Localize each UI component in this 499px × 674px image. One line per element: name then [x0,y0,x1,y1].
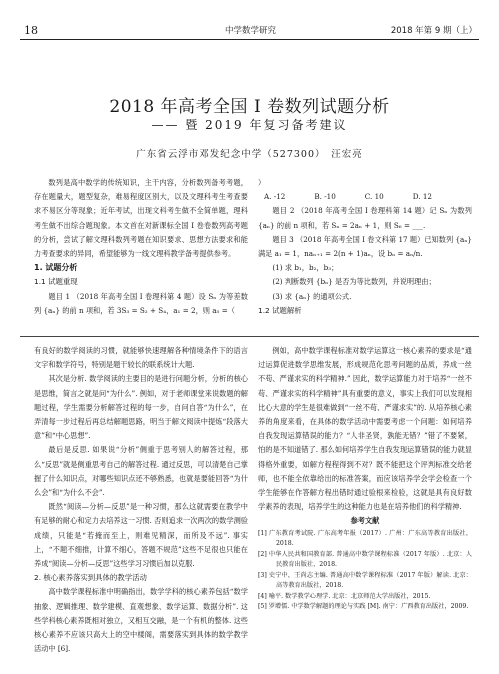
paragraph: 高中数学课程标准中明确指出，数学学科的核心素养包括“数学抽象、逻辑推理、数学建模、直观想象、数学运算、数据分析”. 这些学科核心素养既相对独立，又相互交融，是一个有机的整体. 这些核心素养不应该只高大上的空中楼阁，需要落实到具体的数学教学活动中 [6]. [34,587,248,654]
reference-item: [3] 史宁中，王尚志主编. 普通高中数学课程标准（2017 年版）解读. 北京：高等教育出版社，2018. [258,571,472,590]
paragraph: 最后是反思. 如果说“分析”侧重于思考别人的解答过程，那么“反思”就是侧重思考自己的解答过程. 通过反思，可以清楚自己掌握了什么知识点，对哪些知识点还不够熟悉，也就是要能回答“为什么会”和“为什么不会”. [34,445,248,498]
answer-option: C. 10 [364,192,384,202]
paragraph: ） [258,178,266,187]
paragraph: 题目 2 （2018 年高考全国 I 卷理科第 14 题）记 Sₙ 为数列 {aₙ} 的前 n 项和，若 Sₙ = 2aₙ + 1，则 S₆ = ___. [258,206,472,230]
paragraph: 其次是分析. 数学阅读的主要目的是进行问题分析，分析的核心是思维，简言之就是问“为什么”. 例如，对于老师课堂来说数题的解题过程，学生需要分析解答过程的每一步，自问自答“为什么”，在弄清每一步过程后再总结解题思路，明当于解文阅读中提炼“段落大意”和“中心思想”. [34,374,248,441]
paragraph: 数列是高中数学的传统知识，主干内容，分析数列备考考题，存在题量大，题型复杂，难易程度区别大，以及文理科考生考查要求不易区分等现象；近年考试，出现文科考生做不全简单题，理科考生做不出综合题现象。本文首在对新课标全国 I 卷卷数列高考题的分析，尝试了解文理科数列考题在知识要求、思想方法要求和能力考查要求的异同，希望能够为一线文理科教学备考提供参考。 [34,178,248,259]
paragraph: 题目 3 （2018 年高考全国 I 卷文科第 17 题）已知数列 {aₙ} 满足 a₁ = 1，naₙ₊₁ = 2(n + 1)aₙ，设 bₙ = aₙ/n. [258,234,472,259]
left-column-top [34,176,248,318]
left-column-bottom [34,344,248,656]
answer-option: D. 12 [412,192,432,202]
answer-options [258,190,472,204]
section-divider [20,336,479,337]
issue-label: 2018 年第 9 期（上） [390,26,477,36]
paragraph: 题目 1 （2018 年高考全国 I 卷理科第 4 题）设 Sₙ 为等差数列 {aₙ} 的前 n 项和，若 3S₃ = S₂ + S₄，a₁ = 2，则 a₅ =（ [34,291,248,315]
reference-item: [4] 喻平. 数学教学心理学. 北京：北京师范大学出版社，2015. [258,592,431,600]
subsection-heading: 1.2 试题解析 [258,305,302,315]
right-column-bottom [258,344,472,613]
page-number: 18 [24,23,38,37]
paragraph: (3) 求 {aₙ} 的通项公式. [272,291,352,301]
reference-item: [2] 中华人民共和国教育部. 普通高中数学课程标准（2017 年版）. 北京：人民教育出版社，2018. [258,550,472,569]
author-line: 广东省云浮市邓发纪念中学（527300） 汪宏亮 [136,149,363,160]
paragraph: 例如，高中数学课程标准对数学运算这一核心素养的要求是“通过运算促进数学思维发展，形成规范化思考问题的品质，养成一丝不苟、严谨求实的科学精神.” 因此，数学运算能力对于培养“一丝不苟、严谨求实的科学精神”具有重要的意义，事实上我们可以发现相比心大意的学生是很难做到“一丝不苟、严谨求实”的. 从培养核心素养的角度来看，在具体的数学活动中需要考虑一个问题：如何培养自我发现运算错误的能力？“人非圣贤，孰能无错？”错了不要紧，怕的是不知道错了. 那么如何培养学生自我发现运算错误的能力就显得格外重要，如解方程程得到不对？既不能把这个评判标准交给老师，也不能全依靠给出的标准答案，而应该培养学会学会检查一个学生能够在作答解方程出错时通过验根来检验，这就是具有良好数学素养的表现，培养学生的这种能力也是在培养他们的科学精神. [258,346,472,512]
paragraph: 有良好的数学阅读的习惯，就能够快速理解各种情境条件下的语言文字和数学符号，特别是题干较长的联系统计大题. [34,346,248,370]
journal-name: 中学数学研究 [224,26,276,36]
paragraph: (1) 求 b₁，b₂，b₃； [272,263,339,273]
section-heading: 1. 试题分析 [34,263,78,273]
article-title: 2018 年高考全国 I 卷数列试题分析 [109,97,390,117]
page-header [24,22,477,38]
subsection-heading: 1.1 试题重现 [34,277,78,287]
paragraph: 既然“阅读—分析—反思”是一种习惯，那么这就需要在教学中有足够的耐心和定力去培养这一习惯. 否则追求一次两次的数学测验成绩，只能是“若掩而至上，则难见精深，而所及不远”. 事实上，“不题不细推，计算不细心，答题不规范”这些不足很也只能在养成“阅读—分析—反思”这些学习习惯后加以克服. [34,502,248,569]
article-subtitle: —— 暨 2019 年复习备考建议 [151,118,348,132]
references-heading: 参考文献 [350,516,380,526]
reference-item: [5] 罗增儒. 中学数学解题的理论与实践 [M]. 南宁：广西教育出版社，2009. [258,603,469,611]
answer-option: A. -12 [264,192,286,202]
header-rule [20,39,479,40]
subsection-heading: 2. 核心素养落实到具体的教学活动 [34,573,147,583]
answer-option: B. -10 [314,192,336,202]
right-column-top [258,176,472,318]
paragraph: (2) 判断数列 {bₙ} 是否为等比数列，并说明理由； [272,277,436,287]
reference-item: [1] 广东教育考试院. 广东高考年报（2017）. 广州：广东高等教育出版社，2018. [258,529,472,548]
